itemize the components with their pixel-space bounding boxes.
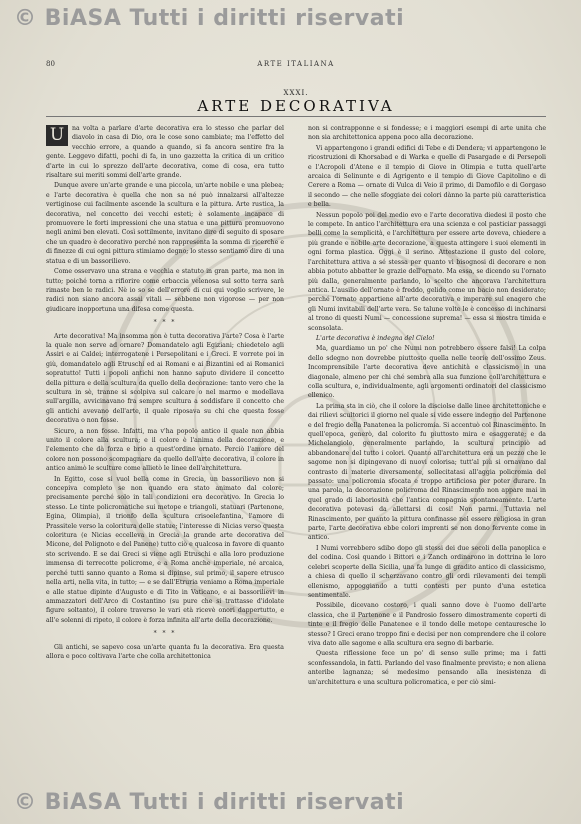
paragraph: I Numi vorrebbero sdibo dopo gli stessi dei due secoli della panoplica e del codina. Così quando i Bittori e i Zanch ordinarono in dottrina le loro celebri scoperte della Sicilia, una fa lunge di gradito antico di classicismo, a chiesa di quello il scherzavano contro gli ordi rilevamenti dei templi ellenismo, appoggiando a tutti contesti per punto d'una estetica sentimentale. [308, 544, 546, 599]
paragraph: non si contrapponne e si fondesse; e i maggiori esempi di arte unita che non sia architettonica appena poco alla decorazione. [308, 125, 546, 142]
paragraph: Arte decorativa! Ma insomma non è tutta decorativa l'arte? Cosa è l'arte la quale non serve ad ornare? Domandatelo agli Egiziani; chiedetelo agli Assiri e ai Caldei; interrogatene i Persepolitani e i Greci. E vorrete poi in giù, domandatelo agli Etruschi ed ai Romani e ai Bizantini ed ai Romanici sopratutto! Tutti i popoli antichi non hanno saputo dividere il concetto della pittura e della scultura da quello della decorazione: tanto vero che la scultura in sè, tranne si scolpiva sul calcare o nel marmo e modellava sull'argilla, avvicinavano fra sempre scultura a soddisfare il concetto che gli antichi avevano dell'arte, il quale riposava su chi che questa fosse decorativa o non fosse. [46, 332, 284, 425]
paragraph: U na volta a parlare d'arte decorativa era lo stesso che parlar del diavolo in casa di Dio, ora le cose sono cambiate; ma l'effetto del vecchio errore, a quando a quando, si fa ancora sentire fra la gente. Leggevo difatti, pochi di fa, in uno gazzetta la critica di un critico d'arte in cui lo sprezzo dell'arte decorativa, come di cosa, era tutto risaltare sui meriti sommi dell'arte grande. [46, 125, 284, 180]
running-title: ARTE ITALIANA [257, 60, 335, 68]
paragraph: In Egitto, cose si vuol bella come in Grecia, un bassorilievo non si concepiva completo se non quando era stato animato dal colore; precisamente perché solo in tali condizioni era decorativo. In Grecia lo stesso. Le tinte policromatiche sui metope e triangoli, statuari (Partenone, Egina, Olimpia), il trionfo della scultura crisoelefantina, l'amore di Prassitele verso la coloritura delle statue; l'interesse di Nicias verso questa coloritura (e Nicias eccelleva in Grecia la grande arte decorativa del Micone, del Polignoto e del Panene) tutto ciò e qualcosa in favore di quanto sto scrivendo. E se dai Greci si viene agli Etruschi e alla loro produzione immensa di terrecotte policrome, e a Roma anche imperiale, né arcaica, perché tutti sanno quanto a Roma si dipinse, sul primo, il sapere etrusco nella arti, nella vita, in tutto; — e se dall'Etruria veniamo a Roma imperiale e alle statue dipinte d'Augusto e di Tito in Vaticano, e ai bassorilievi in ammazzatori dell'Arco di Costantino (su pure che si trattasse d'idolate figure soltanto), il colore traverso le vari età ricevè onori dappertutto, e all'e solenni di ripeto, il colore è forza infinita all'arte della decorazione. [46, 475, 284, 624]
drop-cap: U [46, 125, 68, 146]
paragraph: Questa riflessione fece un po' di senso sulle prime; ma i fatti sconfessandola, in fatti. Parlando del vaso finalmente previsto; e non aliena anteribe lagnanza; sé medesimo pensando alla inesistenza di un'architettura e una scultura policromatica, e per ciò simi- [308, 650, 546, 686]
paragraph: Gli antichi, se sapevo cosa un'arte quanta fu la decorativa. Era questa allora e poco coltivava l'arte che colla architettonica [46, 643, 284, 660]
page-number: 80 [46, 60, 55, 68]
left-column [46, 124, 284, 662]
article-title: ARTE DECORATIVA [197, 97, 395, 115]
title-rule [46, 116, 546, 117]
section-divider: * * * [153, 319, 177, 327]
watermark-top: © BiASA Tutti i diritti riservati [14, 6, 405, 31]
section-number: XXXI. [283, 89, 309, 97]
paragraph: La prima sta in ciò, che il colore la disciolse dalle linee architettoniche e dai rilievi scultorici il giorno nel quale si vide essere indegno del Partenone e del fregio della Panatenea la policromia. Si accentuò col Rinascimento. In quell'epoca, generò, dal colorito fu piuttosto mira e esaggerate; e da Michelangiolo, generalmente parlando, la scultura principiò ad abbandonare del tutto i colori. Quanto all'architettura era un pezzo che le sagome non si dipingevano di nuovi colorisa; tutt'al più si ornavano dal contrasto di materie diversamente, sollecitatasi all'aggia policromia del passato: una policromia sfocata e troppo artificiosa per poter durare. In una parola, la decorazione policroma del Rinascimento non appare mai in quel grado di laboriosità che l'antica compagnia spontaneamente. L'arte decorativa potevasi da allettarsi di cosi! Non parmi. Tuttavia nel Rinascimento, per quanto la pittura confinasse nel essere religiosa in gran parte, l'arte decorativa ebbe colori imprenti se non dono fervente come in antico. [308, 402, 546, 542]
paragraph: Vi appartengono i grandi edifici di Tebe e di Dendera; vi appartengono le ricostruzioni di Khorsabad e di Warka e quelle di Pasargade e di Persepoli e l'Acropoli d'Atene e il tempio di Giove in Olimpia e tutta quell'arte arcaica di Selinunte e di Agrigento e il tempio di Giove Capitolino e di Cerere a Roma — ornate di Vulca di Veio il primo, di Damofilo e di Gorgaso il secondo — che nelle sfoggiate dei colori dànno la parte più caratteristica e bella. [308, 144, 546, 209]
paragraph: Dunque avere un'arte grande e una piccola, un'arte nobile e una plebea; e l'arte decorativa è quella che non sa né può innalzarsi all'altezze vertiginose cui facilmente ascende la scultura e la pittura. Arte rustica, la decorativa, nel concetto dei vecchi esteti; è solamente incapace di promuovere le forti impressioni che una statua e una pittura promuovono negli animi ben elevati. Così sottilmente, invitano dire di seguito di sposare che un quadro è decorativo perché non rappresenta la somma di ricerche e di finezze di cui ogni pittura stimiamo degno; lo stesso sentiamo dire di una statua e di un bassorilievo. [46, 182, 285, 265]
paragraph: Nessun popolo poi del medio evo e l'arte decorativa diedesi il posto che le compete. In antico l'architettura era una scienza e col pasticiar passaggi belli come la semplicità, e l'architettura per essere arte doveva, chiedere a più grande e nobile arte decorazione, a questa attingere i suoi elementi in ogni forma plastica. Oggi è il serino. Attestazione il gusto del colore, l'architettura attiva a sé stessa per quanto vi bisognosi di decorare e non abbia potuto abbatter le grazie dell'ornato. Ma essa, se dicendo su l'ornato più dalla, generalmente parlando, lo scelto che ancorava l'architettura antica. L'ausilio dell'ornato è freddo, gelido come un bacio non desiderato; perché l'ornato appartiene all'arte decorativa e imperare sul enagero che gli Numi invitabili dell'arte vera. Se talune volte le è concesso di inchinarsi al trono di questi Numi — concessione suprema! — essa si mostra timida e sconsolata. [308, 211, 546, 332]
paragraph: Sicuro, a non fosse. Infatti, ma v'ha popolo antico il quale non abbia unito il colore alla scultura; e il colore è l'anima della decorazione, e l'elemento che dà forza e brio a quest'ordine ornato. Perciò l'amore del colore non possono scompagnare da quello dell'arte decorativa, il colore in antico animò le sculture come allietò le linee dell'architettura. [46, 427, 284, 473]
watermark-bottom: © BiASA Tutti i diritti riservati [14, 790, 405, 815]
paragraph: L'arte decorativa è indegna del Cielo! [316, 334, 435, 342]
paragraph: Ma, guardiamo un po' che Numi non potrebbero essere falsi! La colpa dello sdegno non dovrebbe piuttosto quella nelle teorie dell'ossimo Zeus. Incomprensibile l'arte decorativa deve antichità e classicismo in una diagonale, almeno per chi ché sembra alla sua funzione coll'architettura e colla scultura, e, individualmente, agli argomenti ordinatori del classicismo ellenico. [308, 345, 546, 400]
section-divider: * * * [153, 630, 177, 638]
paragraph: Possibile, dicevano costoro, i quali sanno dove è l'uomo dell'arte classica, che il Partenone e il Pandrosio fossero dimostramente coperti di tinte e il fregio delle Panatenee e il tondo delle metope centauresche lo stesso? I Greci erano troppo fini e decisi per non comprendere che il colore viva dato alle sagome e alla scultura era segno di barbarie. [308, 602, 546, 647]
paragraph: Come osservavo una strana e vecchia e statuto in gran parte, ma non in tutto; poiché torna a rifiorire come erbaccia velenosa sul sotto terra sarà rimaste ben le radici. Nè io so se dell'errore di cui qui voglio scrivere, le radici non siano ancora assai vitali — sebbene non vigorose — per non giudicare inopportuna una difesa come questa. [46, 268, 284, 313]
right-column [308, 124, 546, 688]
